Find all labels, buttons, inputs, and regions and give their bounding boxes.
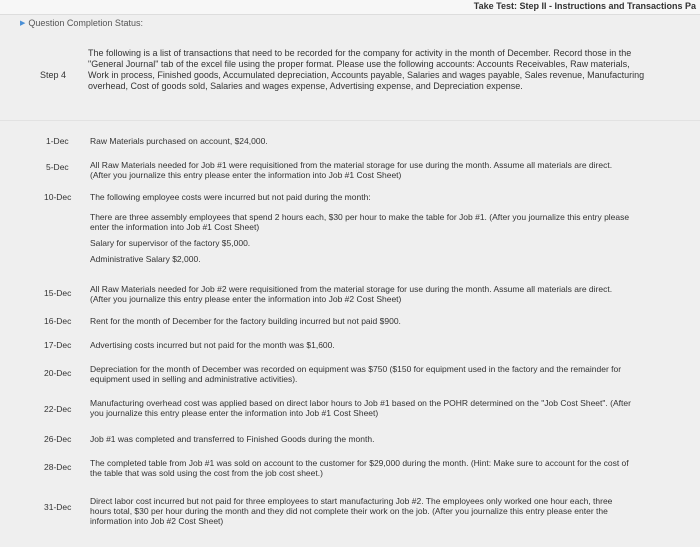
transaction-text: The completed table from Job #1 was sold on account to the customer for $29,000 during the month. (Hint: Make sure to account for the cost of the table that was sold using the cost from the job cost sheet.) [90,458,629,478]
transaction-text: Advertising costs incurred but not paid for the month was $1,600. [90,340,335,350]
transaction-date: 10-Dec [44,192,72,202]
transaction-text [90,192,635,264]
transaction-text: Rent for the month of December for the factory building incurred but not paid $900. [90,316,401,326]
status-label: Question Completion Status: [28,18,143,28]
transaction-date: 17-Dec [44,340,72,350]
transaction-date: 16-Dec [44,316,72,326]
question-content [0,44,700,547]
transaction-subitem: Salary for supervisor of the factory $5,000. [90,238,251,248]
step-instructions: The following is a list of transactions that need to be recorded for the company for activity in the month of December. Record those in the "General Journal" tab of the excel file using the proper format. Please use the following accounts: Accounts Receivables, Raw materials, Work in process, Finished goods, Accumulated depreciation, Accounts payable, Salaries and wages payable, Sales revenue, Manufacturing overhead, Cost of goods sold, Salaries and wages expense, Advertising expense, and Depreciation expense. [88,48,645,91]
transaction-text: Depreciation for the month of December was recorded on equipment was $750 ($150 for equipment used in the factory and the remainder for equipment used in selling and administrative activities). [90,364,622,384]
transaction-text: Job #1 was completed and transferred to Finished Goods during the month. [90,434,375,444]
transaction-date: 5-Dec [46,162,69,172]
transaction-text: Direct labor cost incurred but not paid for three employees to start manufacturing Job #2. The employees only worked one hour each, three hours total, $30 per hour during the month and they did not complete their work on the job. (After you journalize this entry please enter the information into Job #2 Cost Sheet) [90,496,613,526]
transaction-date: 20-Dec [44,368,72,378]
expand-triangle-icon[interactable]: ▶ [20,20,26,27]
transaction-date: 28-Dec [44,462,72,472]
transaction-date: 15-Dec [44,288,72,298]
transaction-date: 26-Dec [44,434,72,444]
transaction-text: Raw Materials purchased on account, $24,000. [90,136,268,146]
transaction-text: All Raw Materials needed for Job #1 were requisitioned from the material storage for use during the month. Assume all materials are direct. (After you journalize this entry please enter the information into Job #1 Cost Sheet) [90,160,613,180]
transaction-text: Manufacturing overhead cost was applied based on direct labor hours to Job #1 based on the POHR determined on the "Job Cost Sheet". (After you journalize this entry please enter the information into Job #1 Cost Sheet) [90,398,631,418]
transaction-text: All Raw Materials needed for Job #2 were requisitioned from the material storage for use during the month. Assume all materials are direct. (After you journalize this entry please enter the information into Job #2 Cost Sheet) [90,284,613,304]
step-label: Step 4 [40,70,67,80]
transaction-subitem: Administrative Salary $2,000. [90,254,201,264]
title-bar [0,0,700,15]
transaction-subitem: There are three assembly employees that spend 2 hours each, $30 per hour to make the table for Job #1. (After you journalize this entry please enter the information into Job #1 Cost Sheet) [90,212,630,232]
transaction-date: 1-Dec [46,136,69,146]
transaction-date: 22-Dec [44,404,72,414]
divider [0,120,700,121]
test-title: Take Test: Step II - Instructions and Transactions Pa [473,1,696,11]
transaction-date: 31-Dec [44,502,72,512]
transaction-text-main: The following employee costs were incurred but not paid during the month: [90,192,371,202]
question-completion-status[interactable] [20,18,143,28]
